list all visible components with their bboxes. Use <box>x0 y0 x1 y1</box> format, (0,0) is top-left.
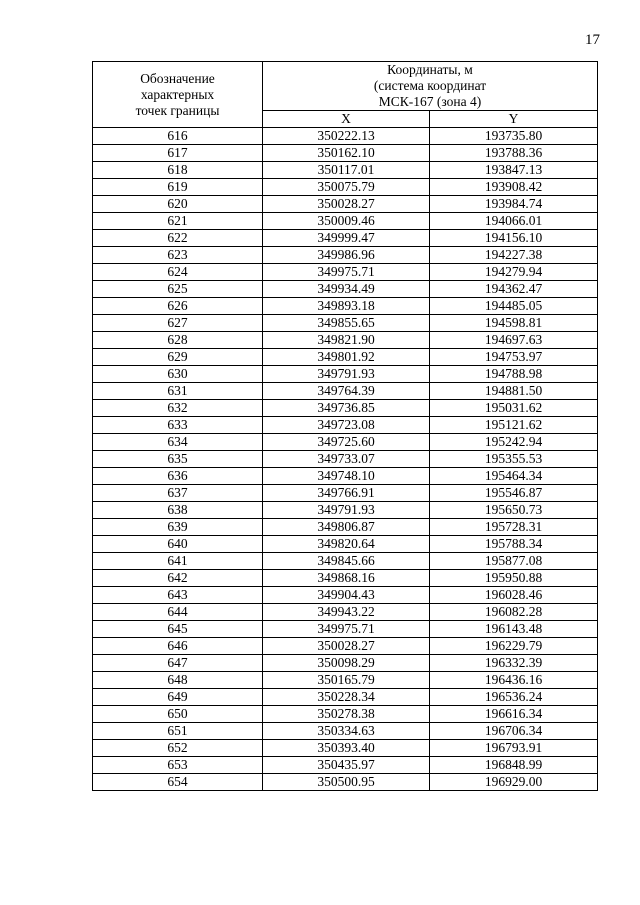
table-row <box>93 621 598 638</box>
header-x: X <box>263 111 430 128</box>
header-point-line: точек границы <box>135 102 220 118</box>
x-coordinate-cell: 349943.22 <box>263 604 430 621</box>
y-coordinate-cell: 196793.91 <box>430 740 598 757</box>
y-coordinate-cell: 196848.99 <box>430 757 598 774</box>
y-coordinate-cell: 193735.80 <box>430 128 598 145</box>
x-coordinate-cell: 349766.91 <box>263 485 430 502</box>
x-coordinate-cell: 349845.66 <box>263 553 430 570</box>
y-coordinate-cell: 193847.13 <box>430 162 598 179</box>
table-row <box>93 451 598 468</box>
x-coordinate-cell: 349868.16 <box>263 570 430 587</box>
table-row <box>93 128 598 145</box>
x-coordinate-cell: 350009.46 <box>263 213 430 230</box>
x-coordinate-cell: 350098.29 <box>263 655 430 672</box>
x-coordinate-cell: 350222.13 <box>263 128 430 145</box>
y-coordinate-cell: 196616.34 <box>430 706 598 723</box>
x-coordinate-cell: 350500.95 <box>263 774 430 791</box>
y-coordinate-cell: 195788.34 <box>430 536 598 553</box>
table-row <box>93 400 598 417</box>
boundary-points-table <box>92 61 598 791</box>
y-coordinate-cell: 195242.94 <box>430 434 598 451</box>
y-coordinate-cell: 196082.28 <box>430 604 598 621</box>
x-coordinate-cell: 349855.65 <box>263 315 430 332</box>
y-coordinate-cell: 194753.97 <box>430 349 598 366</box>
point-number-cell: 651 <box>93 723 263 740</box>
x-coordinate-cell: 349801.92 <box>263 349 430 366</box>
table-row <box>93 281 598 298</box>
table-row <box>93 587 598 604</box>
table-row <box>93 417 598 434</box>
table-row <box>93 638 598 655</box>
point-number-cell: 654 <box>93 774 263 791</box>
x-coordinate-cell: 349893.18 <box>263 298 430 315</box>
point-number-cell: 653 <box>93 757 263 774</box>
y-coordinate-cell: 195121.62 <box>430 417 598 434</box>
y-coordinate-cell: 194279.94 <box>430 264 598 281</box>
table-row <box>93 519 598 536</box>
header-point-designation <box>93 62 263 128</box>
table-row <box>93 332 598 349</box>
y-coordinate-cell: 195546.87 <box>430 485 598 502</box>
x-coordinate-cell: 350165.79 <box>263 672 430 689</box>
header-point-line: Обозначение <box>140 70 215 86</box>
y-coordinate-cell: 196143.48 <box>430 621 598 638</box>
y-coordinate-cell: 193908.42 <box>430 179 598 196</box>
table-row <box>93 315 598 332</box>
point-number-cell: 642 <box>93 570 263 587</box>
point-number-cell: 619 <box>93 179 263 196</box>
point-number-cell: 652 <box>93 740 263 757</box>
table-row <box>93 162 598 179</box>
table-row <box>93 468 598 485</box>
x-coordinate-cell: 350162.10 <box>263 145 430 162</box>
x-coordinate-cell: 349748.10 <box>263 468 430 485</box>
table-row <box>93 349 598 366</box>
point-number-cell: 622 <box>93 230 263 247</box>
y-coordinate-cell: 195650.73 <box>430 502 598 519</box>
x-coordinate-cell: 349806.87 <box>263 519 430 536</box>
y-coordinate-cell: 195464.34 <box>430 468 598 485</box>
table-row <box>93 502 598 519</box>
page-number: 17 <box>585 32 600 48</box>
table-row <box>93 774 598 791</box>
x-coordinate-cell: 349986.96 <box>263 247 430 264</box>
y-coordinate-cell: 194227.38 <box>430 247 598 264</box>
y-coordinate-cell: 196028.46 <box>430 587 598 604</box>
y-coordinate-cell: 194881.50 <box>430 383 598 400</box>
point-number-cell: 644 <box>93 604 263 621</box>
y-coordinate-cell: 194697.63 <box>430 332 598 349</box>
x-coordinate-cell: 349736.85 <box>263 400 430 417</box>
point-number-cell: 620 <box>93 196 263 213</box>
point-number-cell: 639 <box>93 519 263 536</box>
x-coordinate-cell: 349791.93 <box>263 502 430 519</box>
x-coordinate-cell: 349723.08 <box>263 417 430 434</box>
point-number-cell: 648 <box>93 672 263 689</box>
x-coordinate-cell: 350278.38 <box>263 706 430 723</box>
point-number-cell: 624 <box>93 264 263 281</box>
x-coordinate-cell: 350075.79 <box>263 179 430 196</box>
point-number-cell: 643 <box>93 587 263 604</box>
x-coordinate-cell: 349934.49 <box>263 281 430 298</box>
table-row <box>93 213 598 230</box>
point-number-cell: 617 <box>93 145 263 162</box>
x-coordinate-cell: 349975.71 <box>263 621 430 638</box>
table-row <box>93 179 598 196</box>
y-coordinate-cell: 194485.05 <box>430 298 598 315</box>
header-y: Y <box>430 111 598 128</box>
point-number-cell: 618 <box>93 162 263 179</box>
point-number-cell: 646 <box>93 638 263 655</box>
point-number-cell: 629 <box>93 349 263 366</box>
y-coordinate-cell: 196536.24 <box>430 689 598 706</box>
table-row <box>93 383 598 400</box>
table-header <box>93 62 598 128</box>
x-coordinate-cell: 350334.63 <box>263 723 430 740</box>
table-row <box>93 196 598 213</box>
x-coordinate-cell: 349791.93 <box>263 366 430 383</box>
y-coordinate-cell: 196332.39 <box>430 655 598 672</box>
header-coordinates <box>263 62 598 111</box>
x-coordinate-cell: 349999.47 <box>263 230 430 247</box>
point-number-cell: 633 <box>93 417 263 434</box>
x-coordinate-cell: 350228.34 <box>263 689 430 706</box>
table-row <box>93 553 598 570</box>
table-row <box>93 145 598 162</box>
table-row <box>93 485 598 502</box>
y-coordinate-cell: 194066.01 <box>430 213 598 230</box>
table-row <box>93 689 598 706</box>
x-coordinate-cell: 349733.07 <box>263 451 430 468</box>
x-coordinate-cell: 349764.39 <box>263 383 430 400</box>
y-coordinate-cell: 194156.10 <box>430 230 598 247</box>
table-row <box>93 757 598 774</box>
point-number-cell: 627 <box>93 315 263 332</box>
point-number-cell: 645 <box>93 621 263 638</box>
header-coordinates-line: МСК-167 (зона 4) <box>378 94 482 109</box>
point-number-cell: 650 <box>93 706 263 723</box>
point-number-cell: 638 <box>93 502 263 519</box>
table-row <box>93 298 598 315</box>
table-row <box>93 672 598 689</box>
table-row <box>93 723 598 740</box>
y-coordinate-cell: 193788.36 <box>430 145 598 162</box>
y-coordinate-cell: 195355.53 <box>430 451 598 468</box>
point-number-cell: 649 <box>93 689 263 706</box>
y-coordinate-cell: 196229.79 <box>430 638 598 655</box>
y-coordinate-cell: 194362.47 <box>430 281 598 298</box>
point-number-cell: 636 <box>93 468 263 485</box>
y-coordinate-cell: 194788.98 <box>430 366 598 383</box>
table-row <box>93 434 598 451</box>
x-coordinate-cell: 350393.40 <box>263 740 430 757</box>
table-row <box>93 536 598 553</box>
x-coordinate-cell: 349975.71 <box>263 264 430 281</box>
y-coordinate-cell: 195877.08 <box>430 553 598 570</box>
header-coordinates-line: Координаты, м <box>387 62 473 77</box>
y-coordinate-cell: 193984.74 <box>430 196 598 213</box>
table-row <box>93 604 598 621</box>
y-coordinate-cell: 196929.00 <box>430 774 598 791</box>
point-number-cell: 630 <box>93 366 263 383</box>
x-coordinate-cell: 350028.27 <box>263 638 430 655</box>
point-number-cell: 623 <box>93 247 263 264</box>
y-coordinate-cell: 195950.88 <box>430 570 598 587</box>
x-coordinate-cell: 350435.97 <box>263 757 430 774</box>
point-number-cell: 632 <box>93 400 263 417</box>
point-number-cell: 626 <box>93 298 263 315</box>
point-number-cell: 641 <box>93 553 263 570</box>
y-coordinate-cell: 194598.81 <box>430 315 598 332</box>
point-number-cell: 621 <box>93 213 263 230</box>
point-number-cell: 628 <box>93 332 263 349</box>
y-coordinate-cell: 196706.34 <box>430 723 598 740</box>
x-coordinate-cell: 349904.43 <box>263 587 430 604</box>
x-coordinate-cell: 350117.01 <box>263 162 430 179</box>
point-number-cell: 625 <box>93 281 263 298</box>
table-row <box>93 247 598 264</box>
point-number-cell: 640 <box>93 536 263 553</box>
table-body <box>93 128 598 791</box>
table-row <box>93 264 598 281</box>
header-point-line: характерных <box>140 86 215 102</box>
header-coordinates-line: (система координат <box>373 78 487 93</box>
x-coordinate-cell: 349820.64 <box>263 536 430 553</box>
point-number-cell: 647 <box>93 655 263 672</box>
x-coordinate-cell: 349725.60 <box>263 434 430 451</box>
y-coordinate-cell: 195728.31 <box>430 519 598 536</box>
point-number-cell: 616 <box>93 128 263 145</box>
table-row <box>93 570 598 587</box>
table-row <box>93 230 598 247</box>
point-number-cell: 631 <box>93 383 263 400</box>
point-number-cell: 635 <box>93 451 263 468</box>
y-coordinate-cell: 195031.62 <box>430 400 598 417</box>
y-coordinate-cell: 196436.16 <box>430 672 598 689</box>
point-number-cell: 634 <box>93 434 263 451</box>
x-coordinate-cell: 350028.27 <box>263 196 430 213</box>
x-coordinate-cell: 349821.90 <box>263 332 430 349</box>
table-row <box>93 706 598 723</box>
point-number-cell: 637 <box>93 485 263 502</box>
table-row <box>93 655 598 672</box>
table-row <box>93 740 598 757</box>
table-row <box>93 366 598 383</box>
